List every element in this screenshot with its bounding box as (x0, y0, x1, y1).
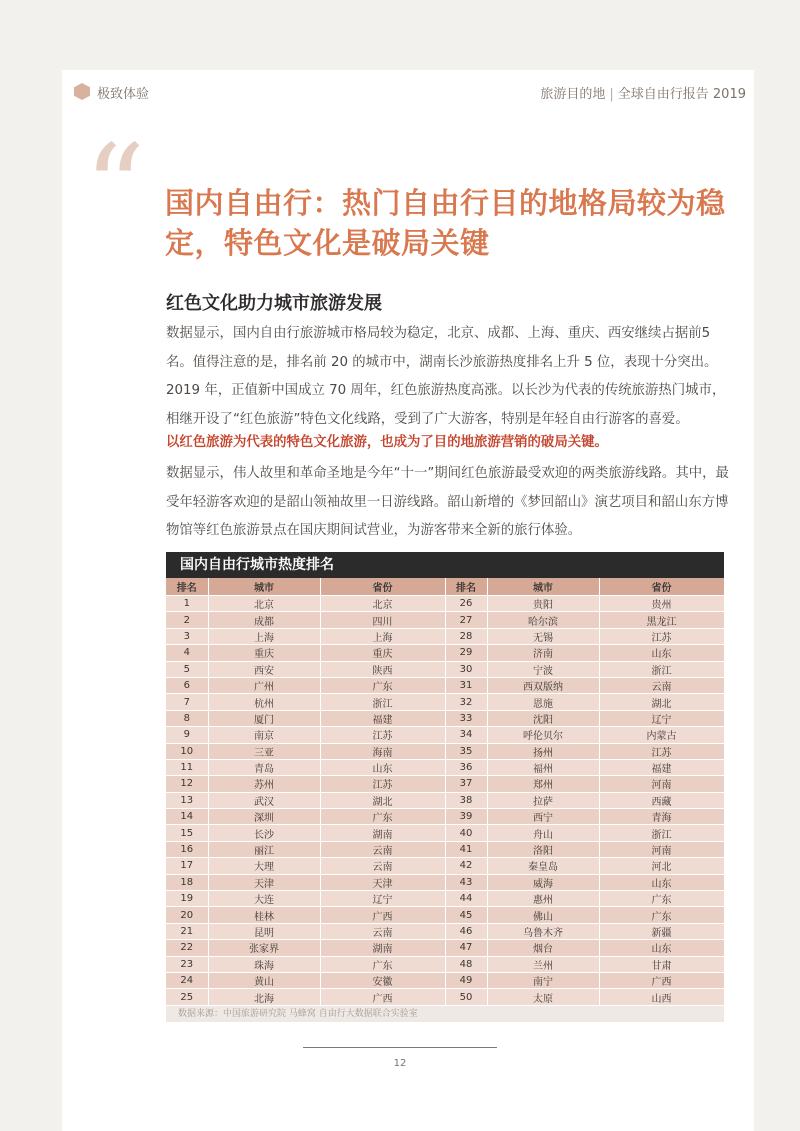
table-row (166, 612, 724, 628)
city-cell: 杭州 (208, 694, 320, 710)
table-body (166, 596, 724, 1006)
rank-cell: 2 (166, 612, 208, 628)
city-cell: 南宁 (487, 972, 599, 988)
table-row (166, 891, 724, 907)
table-row (166, 727, 724, 743)
table-row (166, 956, 724, 972)
city-cell: 扬州 (487, 743, 599, 759)
column-header: 排名 (166, 578, 208, 596)
table-row (166, 841, 724, 857)
rank-cell: 24 (166, 972, 208, 988)
city-cell: 佛山 (487, 907, 599, 923)
province-cell: 西藏 (599, 792, 724, 808)
province-cell: 安徽 (320, 972, 445, 988)
table-row (166, 628, 724, 644)
city-cell: 厦门 (208, 710, 320, 726)
city-cell: 郑州 (487, 776, 599, 792)
city-cell: 威海 (487, 874, 599, 890)
body-paragraph-1: 数据显示，国内自由行旅游城市格局较为稳定，北京、成都、上海、重庆、西安继续占据前5名。值得注意的是，排名前 20 的城市中，湖南长沙旅游热度排名上升 5 位，表现十分突出。2019 年，正值新中国成立 70 周年，红色旅游热度高涨。以长沙为代表的传统旅游热门城市，相继开设了“红色旅游”特色文化线路，受到了广大游客，特别是年轻自由行游客的喜爱。 (166, 326, 726, 427)
city-cell: 北海 (208, 989, 320, 1005)
city-cell: 青岛 (208, 759, 320, 775)
city-cell: 南京 (208, 727, 320, 743)
city-cell: 珠海 (208, 956, 320, 972)
section-label: 极致体验 (97, 87, 150, 102)
province-cell: 广东 (320, 956, 445, 972)
province-cell: 山西 (599, 989, 724, 1005)
rank-cell: 42 (445, 858, 487, 874)
table-row (166, 776, 724, 792)
header-separator: | (609, 87, 614, 102)
city-cell: 大连 (208, 891, 320, 907)
rank-cell: 40 (445, 825, 487, 841)
city-cell: 广州 (208, 677, 320, 693)
city-cell: 沈阳 (487, 710, 599, 726)
city-cell: 三亚 (208, 743, 320, 759)
province-cell: 云南 (599, 677, 724, 693)
city-cell: 洛阳 (487, 841, 599, 857)
province-cell: 辽宁 (599, 710, 724, 726)
city-cell: 无锡 (487, 628, 599, 644)
report-label (540, 83, 746, 102)
rank-cell: 49 (445, 972, 487, 988)
province-cell: 湖北 (320, 792, 445, 808)
city-cell: 西宁 (487, 809, 599, 825)
rank-cell: 27 (445, 612, 487, 628)
city-cell: 兰州 (487, 956, 599, 972)
province-cell: 新疆 (599, 923, 724, 939)
city-cell: 秦皇岛 (487, 858, 599, 874)
rank-cell: 28 (445, 628, 487, 644)
column-header: 省份 (320, 578, 445, 596)
city-cell: 烟台 (487, 940, 599, 956)
province-cell: 山东 (599, 874, 724, 890)
table-row (166, 759, 724, 775)
table-row (166, 989, 724, 1005)
rank-cell: 38 (445, 792, 487, 808)
province-cell: 河南 (599, 776, 724, 792)
province-cell: 广西 (320, 989, 445, 1005)
page-title: 国内自由行：热门自由行目的地格局较为稳定，特色文化是破局关键 (165, 186, 726, 260)
city-cell: 张家界 (208, 940, 320, 956)
data-source-note: 数据来源：中国旅游研究院 马蜂窝 自由行大数据联合实验室 (166, 1006, 724, 1022)
city-cell: 上海 (208, 628, 320, 644)
province-cell: 湖南 (320, 940, 445, 956)
rank-cell: 8 (166, 710, 208, 726)
table-row (166, 792, 724, 808)
rank-cell: 14 (166, 809, 208, 825)
province-cell: 广西 (320, 907, 445, 923)
province-cell: 内蒙古 (599, 727, 724, 743)
city-cell: 舟山 (487, 825, 599, 841)
table-row (166, 874, 724, 890)
table-row (166, 596, 724, 612)
table-row (166, 694, 724, 710)
highlight-paragraph: 以红色旅游为代表的特色文化旅游，也成为了目的地旅游营销的破局关键。 (166, 435, 608, 450)
rank-cell: 46 (445, 923, 487, 939)
province-cell: 辽宁 (320, 891, 445, 907)
table-row (166, 825, 724, 841)
city-cell: 拉萨 (487, 792, 599, 808)
province-cell: 山东 (599, 645, 724, 661)
city-cell: 福州 (487, 759, 599, 775)
rank-cell: 7 (166, 694, 208, 710)
province-cell: 上海 (320, 628, 445, 644)
city-cell: 大理 (208, 858, 320, 874)
province-cell: 江苏 (599, 628, 724, 644)
table-header-row (166, 578, 724, 596)
province-cell: 山东 (320, 759, 445, 775)
rank-cell: 5 (166, 661, 208, 677)
rank-cell: 12 (166, 776, 208, 792)
province-cell: 广东 (599, 907, 724, 923)
rank-cell: 19 (166, 891, 208, 907)
rank-cell: 1 (166, 596, 208, 612)
province-cell: 北京 (320, 596, 445, 612)
province-cell: 陕西 (320, 661, 445, 677)
rank-cell: 43 (445, 874, 487, 890)
rank-cell: 29 (445, 645, 487, 661)
rank-cell: 35 (445, 743, 487, 759)
table-row (166, 972, 724, 988)
rank-cell: 22 (166, 940, 208, 956)
province-cell: 河南 (599, 841, 724, 857)
rank-cell: 50 (445, 989, 487, 1005)
province-cell: 福建 (599, 759, 724, 775)
province-cell: 广西 (599, 972, 724, 988)
province-cell: 浙江 (599, 825, 724, 841)
rank-cell: 34 (445, 727, 487, 743)
table-row (166, 710, 724, 726)
hexagon-icon (74, 83, 90, 100)
rank-cell: 41 (445, 841, 487, 857)
city-cell: 天津 (208, 874, 320, 890)
page-number: 12 (393, 1058, 407, 1069)
rank-cell: 9 (166, 727, 208, 743)
rank-cell: 20 (166, 907, 208, 923)
ranking-table (166, 578, 725, 1006)
city-cell: 成都 (208, 612, 320, 628)
province-cell: 黑龙江 (599, 612, 724, 628)
province-cell: 重庆 (320, 645, 445, 661)
province-cell: 广东 (320, 677, 445, 693)
city-cell: 西安 (208, 661, 320, 677)
city-cell: 西双版纳 (487, 677, 599, 693)
rank-cell: 33 (445, 710, 487, 726)
ranking-table-container (166, 552, 724, 1022)
publication-label: 旅游目的地 (540, 87, 606, 102)
province-cell: 广东 (320, 809, 445, 825)
rank-cell: 21 (166, 923, 208, 939)
column-header: 排名 (445, 578, 487, 596)
page-header (62, 80, 754, 104)
province-cell: 海南 (320, 743, 445, 759)
quote-icon: “ (84, 120, 146, 259)
city-cell: 哈尔滨 (487, 612, 599, 628)
rank-cell: 11 (166, 759, 208, 775)
rank-cell: 37 (445, 776, 487, 792)
table-row (166, 858, 724, 874)
column-header: 省份 (599, 578, 724, 596)
rank-cell: 45 (445, 907, 487, 923)
report-title-label: 全球自由行报告 2019 (617, 87, 746, 102)
province-cell: 福建 (320, 710, 445, 726)
city-cell: 苏州 (208, 776, 320, 792)
rank-cell: 48 (445, 956, 487, 972)
rank-cell: 16 (166, 841, 208, 857)
province-cell: 四川 (320, 612, 445, 628)
province-cell: 山东 (599, 940, 724, 956)
city-cell: 济南 (487, 645, 599, 661)
province-cell: 湖南 (320, 825, 445, 841)
city-cell: 丽江 (208, 841, 320, 857)
table-row (166, 677, 724, 693)
city-cell: 深圳 (208, 809, 320, 825)
city-cell: 乌鲁木齐 (487, 923, 599, 939)
city-cell: 宁波 (487, 661, 599, 677)
rank-cell: 17 (166, 858, 208, 874)
city-cell: 呼伦贝尔 (487, 727, 599, 743)
rank-cell: 18 (166, 874, 208, 890)
province-cell: 河北 (599, 858, 724, 874)
column-header: 城市 (208, 578, 320, 596)
table-title: 国内自由行城市热度排名 (166, 552, 724, 578)
rank-cell: 13 (166, 792, 208, 808)
province-cell: 湖北 (599, 694, 724, 710)
rank-cell: 23 (166, 956, 208, 972)
table-row (166, 907, 724, 923)
rank-cell: 39 (445, 809, 487, 825)
province-cell: 云南 (320, 841, 445, 857)
rank-cell: 10 (166, 743, 208, 759)
section-heading: 红色文化助力城市旅游发展 (166, 293, 382, 314)
rank-cell: 4 (166, 645, 208, 661)
rank-cell: 15 (166, 825, 208, 841)
rank-cell: 26 (445, 596, 487, 612)
province-cell: 江苏 (599, 743, 724, 759)
province-cell: 广东 (599, 891, 724, 907)
rank-cell: 30 (445, 661, 487, 677)
column-header: 城市 (487, 578, 599, 596)
table-row (166, 940, 724, 956)
rank-cell: 47 (445, 940, 487, 956)
table-row (166, 809, 724, 825)
table-row (166, 661, 724, 677)
province-cell: 江苏 (320, 776, 445, 792)
province-cell: 贵州 (599, 596, 724, 612)
province-cell: 云南 (320, 858, 445, 874)
body-paragraph-2: 数据显示，伟人故里和革命圣地是今年“十一”期间红色旅游最受欢迎的两类旅游线路。其中，最受年轻游客欢迎的是韶山领袖故里一日游线路。韶山新增的《梦回韶山》演艺项目和韶山东方博物馆等红色旅游景点在国庆期间试营业，为游客带来全新的旅行体验。 (166, 466, 729, 538)
city-cell: 惠州 (487, 891, 599, 907)
province-cell: 天津 (320, 874, 445, 890)
table-row (166, 923, 724, 939)
province-cell: 云南 (320, 923, 445, 939)
rank-cell: 3 (166, 628, 208, 644)
city-cell: 贵阳 (487, 596, 599, 612)
province-cell: 浙江 (320, 694, 445, 710)
province-cell: 青海 (599, 809, 724, 825)
rank-cell: 31 (445, 677, 487, 693)
city-cell: 太原 (487, 989, 599, 1005)
rank-cell: 25 (166, 989, 208, 1005)
rank-cell: 32 (445, 694, 487, 710)
rank-cell: 6 (166, 677, 208, 693)
province-cell: 江苏 (320, 727, 445, 743)
city-cell: 黄山 (208, 972, 320, 988)
footer-divider (303, 1047, 497, 1048)
province-cell: 浙江 (599, 661, 724, 677)
rank-cell: 36 (445, 759, 487, 775)
city-cell: 桂林 (208, 907, 320, 923)
province-cell: 甘肃 (599, 956, 724, 972)
city-cell: 昆明 (208, 923, 320, 939)
city-cell: 北京 (208, 596, 320, 612)
table-row (166, 645, 724, 661)
table-row (166, 743, 724, 759)
city-cell: 恩施 (487, 694, 599, 710)
city-cell: 长沙 (208, 825, 320, 841)
city-cell: 武汉 (208, 792, 320, 808)
rank-cell: 44 (445, 891, 487, 907)
city-cell: 重庆 (208, 645, 320, 661)
